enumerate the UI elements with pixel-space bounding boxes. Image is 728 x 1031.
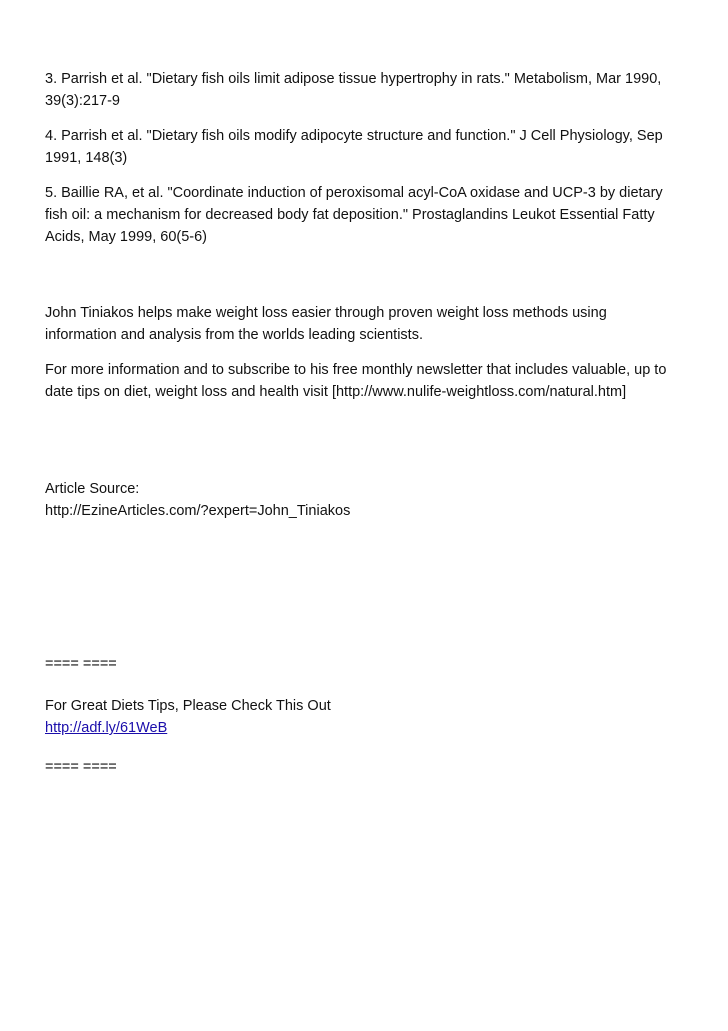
reference-line: 3. Parrish et al. "Dietary fish oils limit adipose tissue hypertrophy in rats." Metabolism, Mar 1990, (45, 71, 662, 87)
article-source-url: http://EzineArticles.com/?expert=John_Tiniakos (45, 503, 351, 519)
reference-line: 4. Parrish et al. "Dietary fish oils modify adipocyte structure and function." J Cell Physiology, Sep (45, 128, 663, 144)
reference-line: 5. Baillie RA, et al. "Coordinate induction of peroxisomal acyl-CoA oxidase and UCP-3 by dietary (45, 185, 663, 201)
subscribe-paragraph (45, 359, 695, 403)
separator-top (45, 653, 695, 675)
reference-5 (45, 182, 695, 248)
separator-text: ==== ==== (45, 656, 117, 672)
article-source-label: Article Source: (45, 481, 140, 497)
reference-3 (45, 68, 695, 112)
promo (45, 695, 695, 739)
promo-text: For Great Diets Tips, Please Check This Out (45, 698, 331, 714)
reference-line: 39(3):217-9 (45, 93, 120, 109)
promo-link[interactable]: http://adf.ly/61WeB (45, 720, 168, 736)
reference-line: Acids, May 1999, 60(5-6) (45, 229, 207, 245)
reference-line: fish oil: a mechanism for decreased body fat deposition." Prostaglandins Leukot Essential Fatty (45, 207, 655, 223)
author-bio-line: information and analysis from the worlds leading scientists. (45, 327, 423, 343)
subscribe-line: date tips on diet, weight loss and health visit [http://www.nulife-weightloss.com/natural.htm] (45, 384, 627, 400)
subscribe-line: For more information and to subscribe to his free monthly newsletter that includes valuable, up to (45, 362, 667, 378)
author-bio (45, 302, 695, 346)
separator-text: ==== ==== (45, 759, 117, 775)
author-bio-line: John Tiniakos helps make weight loss easier through proven weight loss methods using (45, 305, 607, 321)
separator-bottom (45, 756, 695, 778)
reference-line: 1991, 148(3) (45, 150, 128, 166)
promo-link-row (45, 717, 695, 739)
article-source (45, 478, 695, 522)
reference-4 (45, 125, 695, 169)
